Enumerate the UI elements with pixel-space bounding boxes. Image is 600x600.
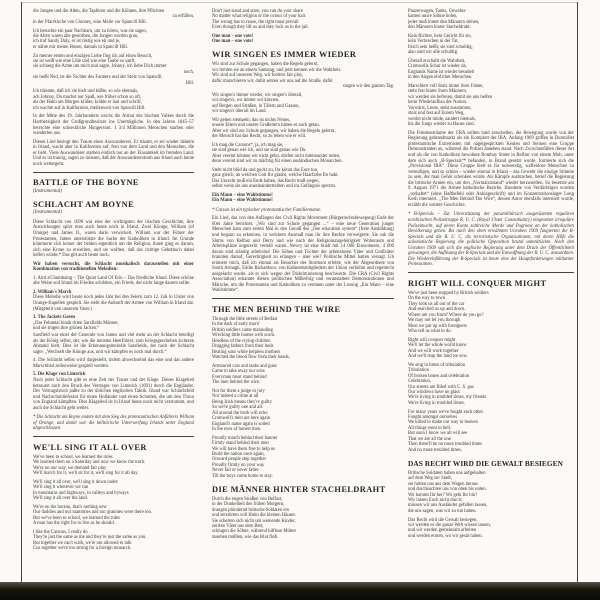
verse-line: Came to take away our sons — [212, 369, 265, 375]
verse-line: We'll march for it, we'll sit for it, we'll sing for it all day. — [33, 471, 139, 477]
verse-line: selbst wenn sie uns auseinandertreiben und ins Gefängnis sperren. — [212, 184, 337, 190]
verse-line: A man has the right for to live as he should. — [33, 521, 115, 527]
commentary-paragraph: Nach jeder Schlacht gibt es eine Zeit der Trauer und der Klage. Dieses Klagelied betrauert auch den Bruch des Vertrages von Limerick (1691) durch die Engländer. Der Vertragsbruch paßte zu der üblichen englischen Taktik. Irland war Schlachtfeld und Nachschublieferant für einen Holländer und einen Schotten, die um den Thron von England kämpften. Dies Klagelied ist in Irland heute noch nicht verstummt, und auch die Schlacht geht weiter. — [33, 378, 194, 411]
verse-line: Ein Mann – eine Wahlstimme! — [212, 192, 273, 198]
verse-line: We'll sing it all over the land. — [33, 496, 89, 502]
verse-line: Wir lassen Euch nicht durch; — [408, 497, 463, 503]
verse-line: Durch die engen Straßen von Belfast, — [212, 496, 283, 502]
column-middle — [212, 9, 394, 544]
verse-line: stolz und fest auf Eurem Weg, — [408, 111, 465, 117]
verse-line: ganz gleich, an welchen Gott Ihr glaubt, welche Haarfarbe Ihr habt. — [212, 173, 339, 179]
song-title-heading: WIR SINGEN ES IMMER WIEDER — [212, 50, 357, 60]
verse-line: But soon I know we all will see — [408, 431, 468, 437]
verse-line: Ich träumte, daß ich sie hielt und küßte, so wie ehemals, — [33, 89, 139, 95]
verse-line: Aber vereint können wir nicht gehn, dürfen nicht miteinander reden, — [212, 153, 341, 159]
verse-line: All around the truth will echo — [212, 410, 268, 416]
song-title-heading: BATTLE OF THE BOYNE — [33, 178, 139, 188]
song-verse — [212, 62, 394, 89]
verse-line: We'll sing it all over, we'll sing it down under — [33, 479, 118, 485]
section-divider — [212, 298, 394, 299]
verse-line: zerrten Väter aus dem Bett, — [212, 523, 264, 529]
song-title-heading: WE'LL SING IT ALL OVER — [33, 442, 147, 452]
commentary-paragraph: Diese Melodie wird heute noch jedes Jahr bei den Feiern zum 12. Juli in Ulster von Orange-Kapellen gespielt. Sie stellt die Ankunft der Armee von William in Irland dar. (Mitgeteilt von unserem Vater.) — [33, 295, 194, 312]
verse-line: I like the Carsons, I really do — [33, 529, 88, 535]
footnote: * Die Schlacht am Boyne endete mit dem Sieg des protestantischen Anführers William of Orange, und damit war die militärische Unterwerfung Irlands unter England abgeschlossen. — [33, 415, 194, 432]
commentary-paragraph: Die Friedensträume der CRA sollten bald zerschellen, die Bewegung wurde von der Regierung gebrandmarkt als ein Komplott der IRA. Anfang 1969 griffen in Burntollet protestantische Extremisten mit nägelgespickten Keulen und Steinen eine Gruppe Demonstranten an, während die Polizei daneben stand. Nach Zwischenfällen dieser Art und als die von Katholiken bewohnte Bombay Street in Belfast von einem Mob, unter dem sich auch „B-Specials“* befanden, in Brand gesetzt wurde, formierte sich die „Provisional IRA“. Diese Gruppe hielt es für notwendig, waffenlose Menschen zu verteidigen, und so schien – wieder einmal in Irland – das Gewehr die einzige Stimme zu sein, der man Gehör schenken würde. Als Kämpfe ausbrachen, berief die Regierung die britische Armee ein, um den „Normalzustand“ wieder herzustellen. So besetzte am 9. August 1971 die Armee katholische Bezirke, Hunderte von Verdächtigen wurden „verhaftet“ (ohne Haftbefehl oder Anklageschrift) und im Konzentrationslager Long Kesh interniert. „The Men Behind The Wire“, dessen Autor ebenfalls interniert wurde, erzählt die weitere Geschichte. — [408, 130, 574, 208]
verse-line: We've just been stopped by British soldiers — [408, 290, 489, 296]
song-verse — [33, 530, 194, 552]
song-verse — [212, 9, 394, 31]
verse-line: Aber wir sind zur Schule gegangen, wir haben die Regeln gelernt, — [212, 128, 336, 134]
verse-line: die Alten waren alle gestorben, die Jungen wurden grau, — [33, 34, 139, 39]
song-title-heading: THE MEN BEHIND THE WIRE — [212, 304, 341, 314]
verse-line: die Jungen und die Alten, die Tapferen und die Kühnen, ihre Pflichten — [33, 9, 165, 14]
verse-line: Irisch sein heißt, sie sind schuldig, — [408, 44, 473, 50]
song-verse — [33, 321, 194, 332]
verse-line: Watched the blood flow from their heads. — [212, 355, 290, 361]
song-title-heading: RIGHT WILL CONQUER MIGHT — [408, 278, 547, 288]
song-verse — [408, 338, 574, 360]
verse-line: Sie scherten sich nicht um weinende Kinder, — [212, 518, 296, 524]
commentary-paragraph: 4. Die Schlacht selbst wird dargestellt, indem abwechselnd das eine und das andere Marschlied zeilenweise gespielt werden. — [33, 358, 194, 369]
song-verse — [408, 410, 574, 454]
verse-line: Our streets are filled with C. S. gas — [408, 384, 474, 390]
verse-line: Who tell us what to do. — [408, 329, 452, 335]
verse-line: er nähte mir meine Hosen, damals in Spancill Hill. — [33, 44, 129, 50]
verse-line: schlugen die Söhne, während hilflose Mütter — [212, 529, 297, 535]
verse-line: One man – one vote! — [212, 34, 254, 39]
song-verse — [212, 93, 394, 115]
verse-line: die uns sagen, was wir zu tun haben. — [408, 508, 477, 514]
song-verse — [33, 505, 194, 527]
verse-line: We killed to make our way to heaven — [408, 420, 478, 426]
verse-line: We'll let the whole world know — [408, 343, 467, 349]
column-left — [33, 9, 194, 555]
instrumental-note: (Instrumental) — [33, 210, 62, 216]
song-verse — [408, 518, 574, 540]
song-verse — [212, 436, 394, 480]
verse-line: kamen unsre Söhne holen, — [408, 14, 458, 20]
verse-line: For many years we've fought each other — [408, 409, 484, 415]
list-item-title: 5. Die Klage von Limerick — [33, 372, 86, 378]
verse-line: Tribulation — [408, 368, 429, 374]
verse-line: wir werden es die ganze Welt wissen lassen, — [408, 522, 491, 528]
song-title-heading: SCHLACHT AM BOYNE — [33, 199, 135, 209]
verse-line: den Männern hinter Stacheldraht. — [408, 25, 471, 31]
verse-line: On the way to town — [408, 296, 445, 302]
verse-line: Fought amongst ourselves — [408, 415, 458, 421]
verse-line: Cromwells Schar ist wieder da, — [408, 64, 467, 70]
verse-line: wir singen's, wo immer wir können, — [212, 98, 280, 104]
song-verse — [212, 364, 394, 386]
commentary-paragraph: Sarsfield war einer der Generale von James und viel mehr an der Schlacht beteiligt als der König selbst, der, wie die meisten Heerführer, zum Kriegsgeschehen sicheren Abstand hielt. Dies ist die Erkennungsmelodie Sarsfields, der nach der Schlacht sagte: „Wechselt die Könige aus, und wir kämpfen es noch mal durch.“ — [33, 333, 194, 355]
song-verse — [408, 59, 574, 81]
verse-line: denn vereint sind wir zu mächtig für einen ausländischen Monarchen. — [212, 159, 343, 165]
commentary-paragraph: In der Mitte des 19. Jahrhunderts wuchs die Armut des irischen Volkes durch die Hartherzigkeit der Großgrundbesitzer ins Unerträgliche. In den Jahren 1845–57 herrschte eine schreckliche Hungersnot. 1 3/4 Millionen Menschen starben oder wanderten aus. — [33, 114, 194, 137]
verse-line: Proudly firmly on your way — [212, 462, 265, 468]
verse-line: Panzerwagen, Tanks, Gewehre — [408, 9, 466, 14]
verse-line: Never fail or never falter — [212, 468, 259, 474]
verse-line: sie schlang die Arme um mich und sagte, Johnny, ich liebe Dich immer — [33, 64, 167, 70]
verse-line: zu erfüllen, — [172, 14, 194, 20]
footnote: * Carson ist ein typischer protestantischer Familienname. — [212, 207, 322, 213]
verse-line: Even though they lift us and they lock us in the jail. — [212, 25, 309, 31]
verse-line: Wir sind zur Schule gegangen, haben die Regeln gelernt, — [212, 62, 319, 68]
verse-line: in der Pfarrkirche von Clooney, eine Meile vor Spancill Hill. — [33, 19, 147, 25]
verse-line: und sie trugen ihre grünen Jacken.“ — [33, 326, 100, 332]
verse-line: Überall erschallt die Wahrheit, — [408, 59, 466, 64]
verse-line: müssen wir uns Ausländer gefallen lassen, — [408, 503, 488, 509]
verse-line: No matter what religion or the colour of your hair. — [212, 14, 307, 20]
song-verse — [33, 29, 194, 51]
verse-line: Proudly march behind their banner — [212, 435, 278, 441]
verse-line: Our windows have no glass — [408, 390, 460, 396]
verse-line: drangen plündernd britische Soldaten ein — [212, 507, 290, 513]
page-top-edge — [21, 2, 578, 3]
verse-line: wir singen's überall im Land. — [212, 109, 267, 115]
verse-line: The men behind the wire. — [212, 380, 261, 386]
verse-line: unsere Eltern und unsere Großeltern haben es auch getan. — [212, 123, 320, 129]
verse-line: dafür marschieren wir, dafür setzen wir uns auf die Straße, dafür — [212, 78, 333, 84]
instrumental-note: (Instrumental) — [33, 188, 62, 194]
song-verse — [408, 291, 574, 335]
song-verse — [212, 193, 394, 204]
verse-line: We will have them free to help us — [212, 446, 276, 452]
verse-line: Build the nation once again, — [212, 451, 265, 457]
song-verse — [33, 89, 194, 111]
verse-line: zusehen mußten, wie das Blut floß. — [212, 534, 279, 540]
song-verse — [408, 471, 574, 515]
verse-line: And no more troubled times. — [408, 447, 463, 453]
verse-line: also sind wir alle schuldig. — [408, 50, 459, 56]
column-right — [408, 9, 574, 543]
verse-line: Beating sons while helpless mothers — [212, 349, 281, 355]
verse-line: Britische Soldaten haben uns aufgehalten — [408, 470, 486, 476]
verse-line: Armoured cars and tanks and guns — [212, 363, 277, 369]
page-bottom-scan-edge — [0, 582, 600, 600]
verse-line: Don't just stand and stare, you can do your share — [212, 9, 303, 14]
verse-line: Das Recht wird die Gewalt besiegen, — [408, 517, 478, 523]
list-item-title: 2. William's March — [33, 289, 72, 295]
verse-line: „Das Fehnetal hinab ritten Sarsfields Männer, — [33, 320, 119, 326]
page-left-border — [21, 2, 22, 583]
verse-line: But we've been to school, we learned the rules — [33, 515, 120, 521]
verse-line: noch, — [183, 69, 194, 75]
verse-line: Englands Name ist wieder besudelt — [408, 69, 475, 75]
song-verse — [212, 497, 394, 541]
commentary-paragraph: Dieses Lied besingt den Traum eines Auswanderers. Er träumt, er sei wieder daheim in Irland, wacht aber in Kalifornien auf, fern von dem Land und den Menschen, die er liebt. Viele Auswanderer starben einfach nur an der Einsamkeit im fremden Land. Und es ist traurig, sagen zu müssen, daß der Auswandererstrom aus Irland auch heute noch weitergeht. — [33, 139, 194, 167]
verse-line: ich wachte auf in Kalifornien, meilenweit von Spancill Hill. — [33, 105, 146, 111]
verse-line: Das Unrecht muß ein Ende haben, das Recht muß siegen, — [212, 178, 320, 184]
verse-line: We sing in times of tribulation — [408, 362, 466, 368]
verse-line: sie ist weiß wie eine Lilie und wie eine Taube so sanft, — [33, 59, 136, 64]
verse-line: singen wir den ganzen Tag. — [342, 84, 394, 90]
verse-line: And we will work together — [408, 348, 459, 354]
verse-line: Ein Mann – eine Wahlstimme! — [212, 198, 273, 204]
verse-line: We're living in troubled times, my friends — [408, 395, 487, 401]
verse-line: Wir singen's immer wieder, wir singen's überall, — [212, 92, 303, 98]
verse-line: Marschiert voll Stolz hinter ihrer Fahne, — [408, 84, 484, 89]
verse-line: One man – one vote! — [212, 39, 254, 45]
song-verse — [212, 317, 394, 361]
verse-line: Vorwärts, Leute, steht zusammen, — [408, 105, 472, 111]
commentary-paragraph: 1. Aird a'Chumhaing – The Quiet Land Of Erin – Das friedliche Irland. Diese schöne alte Weise soll Irland im Frieden schildern, ein Friede, der nicht lange dauern sollte. — [33, 275, 194, 287]
verse-line: We're on our way, we demand fair play — [33, 465, 107, 471]
commentary-paragraph: Wir haben versucht, die Schlacht musikalisch darzustellen mit einer Kombination von traditionellen Melodien: — [33, 261, 194, 273]
verse-line: They took us all out of the car — [408, 301, 465, 307]
verse-line: als der Hahn am Morgen krähte, krähte er laut und schrill, — [33, 100, 142, 106]
verse-line: Cromwell's men are here again — [212, 416, 271, 422]
verse-line: In the dark of early morn' — [212, 322, 260, 328]
verse-line: sie holten uns aus dem Wagen heraus — [408, 481, 478, 487]
verse-line: beim Wiederaufbau der Nation. — [408, 100, 468, 106]
verse-line: In mountains and highways, in valleys and byways — [33, 490, 129, 496]
section-divider — [33, 172, 194, 173]
song-verse — [212, 34, 394, 45]
verse-line: Zu meiner ersten und einzigen Liebe flog ich auf einen Besuch, — [33, 53, 153, 59]
verse-line: Onward people step together — [212, 457, 267, 463]
verse-line: der Mensch hat das Recht, so zu leben wie er will. — [212, 134, 307, 140]
song-verse — [408, 34, 574, 56]
verse-line: Steht nicht blöd da und guckt zu, Ihr könnt das Eure tun, — [212, 167, 319, 173]
verse-line: So we're guilty one and all. — [212, 405, 264, 411]
song-verse — [33, 9, 194, 25]
section-divider — [33, 436, 194, 437]
song-verse — [33, 480, 194, 502]
verse-line: bis die Jungs wieder zu Hause sind. — [408, 122, 475, 128]
song-verse — [212, 118, 394, 140]
page-right-border — [577, 2, 578, 583]
verse-line: sie heißt Ned, ist die Tochter des Farmers und der Stolz von Spancill — [33, 75, 162, 81]
verse-line: And searched us up and down. — [408, 307, 466, 313]
song-verse — [212, 143, 394, 165]
verse-line: We're on the bureau, that's nothing new — [33, 504, 107, 510]
verse-line: werdet nicht müde, zaudert niemals, — [408, 116, 476, 122]
verse-line: Through the little streets of Belfast — [212, 316, 278, 322]
verse-line: Ich mag die Carsons*, ja, ich mag sie, — [212, 142, 284, 148]
verse-line: ich traf Sandy Daly, er ist rüstig wie eh und je, — [33, 39, 121, 45]
verse-line: auf Bergen und Straßen, in Tälern und Gassen, — [212, 103, 300, 109]
verse-line: sie sind genau wie ich, und sie sind genau wie Du. — [212, 148, 307, 154]
verse-line: Nor indeed a crime at all — [212, 394, 259, 400]
song-verse — [212, 168, 394, 190]
verse-line: jeder muß hinter den Männern stehen, — [408, 19, 480, 25]
verse-line: Wir gehen stempeln, das ist nichts Neues, — [212, 117, 291, 123]
verse-line: Wrecking little homes with scorn. — [212, 333, 276, 339]
verse-line: The wrong has to cease, the right must prevail — [212, 19, 299, 25]
song-title-heading: DAS RECHT WIRD DIE GEWALT BESIEGEN — [408, 458, 563, 468]
song-verse — [408, 84, 574, 128]
song-title-heading: DIE MÄNNER HINTER STACHELDRAHT — [212, 484, 386, 494]
verse-line: Must we put up with foreigners — [408, 323, 467, 329]
verse-line: wir lernten sie an einem Samstag, und jetzt kennen wir die Wahrheit. — [212, 67, 342, 73]
verse-line: In the eyes of honest men. — [212, 426, 262, 432]
verse-line: They're just the same as me and they're just the same as you. — [33, 535, 147, 541]
song-verse — [33, 455, 194, 477]
verse-line: Firmly stand behind their men — [212, 441, 269, 447]
verse-line: und durchsuchten uns von oben bis unten. — [408, 487, 487, 493]
verse-line: in der Dunkelheit des frühen Morgens, — [212, 502, 285, 508]
song-verse — [33, 54, 194, 87]
verse-line: We may not let you through — [408, 318, 461, 324]
song-verse — [212, 389, 394, 433]
verse-line: That we are all the one — [408, 436, 451, 442]
verse-line: Wo kommt Ihr her? Wo geht Ihr hin? — [408, 492, 478, 498]
verse-line: Of broken bones and celebration — [408, 373, 470, 379]
verse-line: And we'll reap the land we sow. — [408, 354, 468, 360]
verse-line: kein Verbrechen in der Tat, — [408, 39, 459, 45]
verse-line: Ich besuchte ein paar Nachbarn, um zu hören, was sie sagen, — [33, 28, 147, 34]
verse-line: Where are you from? Where do you go? — [408, 312, 484, 318]
commentary-paragraph: Diese Schlacht von 1690 war eine der wichtigsten der irischen Geschichte, ihre Auswirkungen spürt man auch heute noch in Irland. Zwei Könige, William (of Orange) und James II., waren darin verwickelt. William war der Führer der Protestanten, James unterstützte die Sache der Katholiken in Irland. Im Grunde kümmerte sich keiner der beiden eigentlich um die Religion, ihnen ging es darum, sich eine Krone zu erwerben, und sie wollten, daß das richtige Gebetbuch dabei helfen würde.* Das gilt auch heute noch. — [33, 219, 194, 259]
verse-line: Being Irish means they're guilty — [212, 399, 272, 405]
verse-line: Kein Richter, kein Gericht für sie, — [408, 34, 472, 39]
verse-line: Right will conquer might — [408, 337, 456, 343]
verse-line: Till the boys come home to stay. — [212, 473, 273, 479]
verse-line: Hill. — [185, 80, 194, 86]
verse-line: We've been to school, we learned the rules — [33, 454, 113, 460]
verse-line: Wir sind auf unserem Weg, wir fordern fair play, — [212, 73, 304, 79]
verse-line: Everyman must stand behind — [212, 374, 267, 380]
verse-line: England's name again is soiled — [212, 421, 270, 427]
verse-line: British soldiers came marauding — [212, 327, 273, 333]
verse-line: But together we can't walk, we're not allowed to talk — [33, 540, 132, 546]
verse-line: We learned them on a Saturday and now we know the truth. — [33, 460, 146, 466]
verse-line: Dragging fathers from their beds — [212, 344, 274, 350]
song-verse — [408, 363, 574, 407]
list-item-title: 3. The Jackets Green — [33, 315, 76, 321]
verse-line: Our daddies and our mammies and our grannies were there too. — [33, 510, 153, 516]
verse-line: Heedless of the crying children — [212, 338, 271, 344]
verse-line: All things went to hell. — [408, 425, 452, 431]
verse-line: We're living in troubled times. — [408, 400, 465, 406]
song-verse — [408, 9, 574, 31]
verse-line: Celebration, — [408, 379, 432, 385]
verse-line: und zerstörten voll Hohn die kleinen Häuser. — [212, 513, 296, 519]
verse-line: ach Johnny, Du machst nur Spaß, wie früher schon so oft, — [33, 94, 142, 100]
verse-line: steht fest hinter ihren Männern, — [408, 89, 467, 95]
verse-line: und werden ernten, wo wir gesät haben. — [408, 533, 483, 539]
verse-line: Then there'll be no more troubled times — [408, 442, 482, 448]
verse-line: und wir werden gemeinsam arbeiten — [408, 528, 477, 534]
verse-line: auf dem Weg zur Stadt, — [408, 476, 452, 482]
verse-line: We'll sing it wherever we can — [33, 485, 89, 491]
verse-line: in den Augen ehrlicher Menschen. — [408, 75, 473, 81]
section-divider — [408, 272, 574, 273]
verse-line: Cos together we're too strong for a foreign monarch. — [33, 546, 132, 552]
verse-line: wir werden sie befreien, damit sie uns helfen — [408, 94, 493, 100]
commentary-paragraph: Ein Lied, das von den Anfängen des Civil Rights Movement (Bürgerrechtsbewegung) Ende der 60er Jahre berichtet. „Wir sind zur Schule gegangen ...“ – eine neue Generation junger Menschen kam zum ersten Mal in den Genuß des „free education system“ (freie Ausbildung) und begann zu erkennen, in welchem Ausmaß man ihr ihre Rechte verweigerte. Sie sah die Slums von Belfast und Derry und wie nach der Religionszugehörigkeit Wohnraum und Arbeitsplätze ungerecht verteilt waren. Newry ist eine Stadt mit 14 000 Einwohnern, 4 000 davon sind ständig arbeitslos! Die Söhne und Töchter der arbeitslosen Väter und Großväter brannten darauf, Gerechtigkeit zu erlangen – aber wie? Politische Mittel hatten versagt. Ich erinnere mich, daß ich einmal als Besucher des Stormont erlebte, wie der Abgeordnete von South Armagh, Eddie Richardson, von Kabinettsmitgliedern der Union verhöhnt und regelrecht ausgelacht wurde, als er sich wegen der Diskriminierung beschwerte. Die CRA (Civil Rights Association) erkannte diesen politischen Mißerfolg und veranstaltete Demonstrationen und Märsche, um die Protestanten und Katholiken zu vereinen unter der Losung „Ein Mann – eine Wahlstimme“. — [212, 216, 394, 294]
verse-line: Not for them a judge or jury — [212, 388, 265, 394]
footnote: * B-Specials – Zur Unterstützung der paramilitärisch ausgerüsteten regulären nordirischen Polizeitruppe R. U. C. (Royal Ulster Constabulary) eingesetzte irreguläre Polizeimacht, auf deren Konto zahlreiche Morde und Pogrome an der katholischen Bevölkerung gehen. Bis nach den oben erwähnten Unruhen 1969 fungierten die B-Specials und die R. U. C. als terroristische Organisationen, mit deren Hilfe die unionistische Regierung die politische Opposition brutal unterdrückte. Nach den Unruhen 1969 sah sich die englische Regierung unter dem Druck der Öffentlichkeit gezwungen, die Auflösung der B-Specials und die Entwaffnung der R. U. C. anzuordnen. Die Wiedereinführung der B-Specials ist heute eine der Hauptforderungen militanter Protestanten. — [408, 212, 575, 268]
